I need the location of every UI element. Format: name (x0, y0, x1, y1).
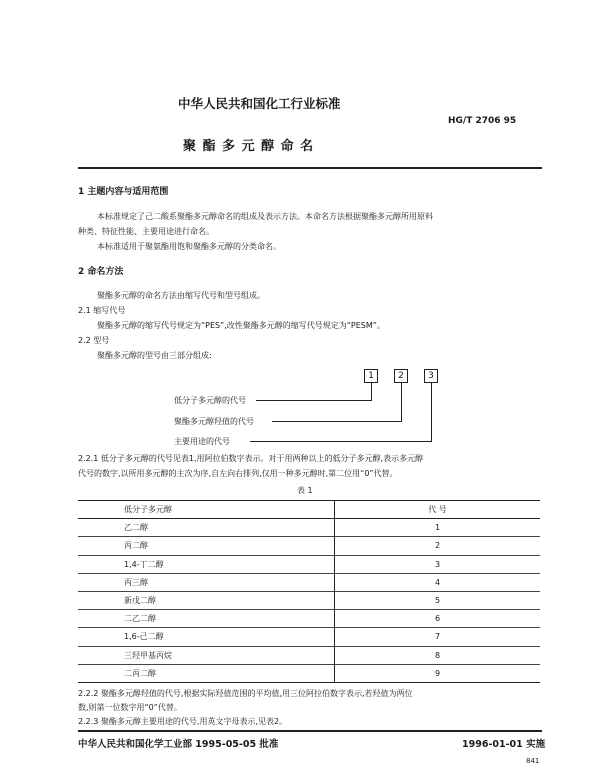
diagram-box-3: 3 (424, 369, 438, 383)
connector-2-vertical (401, 383, 402, 421)
org-title: 中华人民共和国化工行业标准 (178, 96, 341, 111)
table-row (78, 610, 540, 628)
table-cell-polyol: 丙三醇 (124, 577, 148, 587)
table-cell-code: 6 (335, 610, 541, 628)
page-number: 841 (526, 757, 540, 765)
table-cell-polyol: 1,6-己二醇 (124, 632, 164, 642)
section-1-para-1-line-2: 种类、特征性能、主要用途进行命名。 (78, 227, 214, 236)
table-row (78, 664, 540, 682)
table-row (78, 573, 540, 591)
section-2-2-1-line-1: 2.2.1 低分子多元醇的代号见表1,用阿拉伯数字表示。对于用两种以上的低分子多元醇,表示多元醇 (78, 454, 424, 463)
table-header-polyol: 低分子多元醇 (124, 505, 172, 515)
table-cell-polyol: 二乙二醇 (124, 614, 156, 624)
diagram-label-1: 低分子多元醇的代号 (174, 396, 246, 405)
section-2-2-text: 聚酯多元醇的型号由三部分组成: (97, 351, 212, 360)
section-2-2-2-line-1: 2.2.2 聚酯多元醇羟值的代号,根据实际羟值范围的平均值,用三位阿拉伯数字表示,若羟值为两位 (78, 689, 413, 698)
table-row (78, 537, 540, 555)
section-1-heading: 1 主题内容与适用范围 (78, 187, 169, 197)
table-row (78, 519, 540, 537)
implementation-date: 1996-01-01 实施 (462, 739, 546, 750)
document-title: 聚 酯 多 元 醇 命 名 (183, 139, 315, 154)
section-2-2-2-line-2: 数,则第一位数字用“0”代替。 (78, 703, 182, 712)
table-cell-code: 5 (335, 591, 541, 609)
table-cell-polyol: 二丙二醇 (124, 668, 156, 678)
diagram-label-2: 聚酯多元醇羟值的代号 (174, 417, 254, 426)
table-row (78, 555, 540, 573)
connector-3-horizontal (250, 441, 432, 442)
table-1 (78, 500, 540, 683)
section-1-para-1-line-1: 本标准规定了己二酸系聚酯多元醇命名的组成及表示方法。本命名方法根据聚酯多元醇所用原料 (97, 212, 433, 221)
table-cell-code: 7 (335, 628, 541, 646)
table-header-row (78, 501, 540, 519)
table-cell-code: 9 (335, 664, 541, 682)
table-row (78, 628, 540, 646)
diagram-label-3: 主要用途的代号 (174, 437, 230, 446)
approval-line: 中华人民共和国化学工业部 1995-05-05 批准 (78, 739, 279, 750)
connector-1-vertical (371, 383, 372, 400)
diagram-box-1: 1 (364, 369, 378, 383)
connector-3-vertical (431, 383, 432, 441)
section-2-2-3: 2.2.3 聚酯多元醇主要用途的代号,用英文字母表示,见表2。 (78, 717, 288, 726)
table-cell-code: 2 (335, 537, 541, 555)
table-cell-polyol: 乙二醇 (124, 523, 148, 533)
table-row (78, 646, 540, 664)
section-1-para-2: 本标准适用于聚氨酯用饱和聚酯多元醇的分类命名。 (97, 242, 281, 251)
connector-2-horizontal (272, 421, 402, 422)
table-cell-code: 3 (335, 555, 541, 573)
table-cell-polyol: 三羟甲基丙烷 (124, 650, 172, 660)
table-cell-code: 4 (335, 573, 541, 591)
section-2-intro: 聚酯多元醇的命名方法由缩写代号和型号组成。 (97, 291, 265, 300)
section-2-heading: 2 命名方法 (78, 267, 124, 277)
table-cell-polyol: 1,4-丁二醇 (124, 559, 164, 569)
diagram-box-2: 2 (394, 369, 408, 383)
section-2-2-1-line-2: 代号的数字,以所用多元醇的主次为序,自左向右排列,仅用一种多元醇时,第二位用“0”代替。 (78, 469, 398, 478)
standard-code: HG/T 2706 95 (448, 116, 517, 126)
section-2-2-heading: 2.2 型号 (78, 336, 110, 345)
table-cell-polyol: 新戊二醇 (124, 596, 156, 606)
table-cell-code: 1 (335, 519, 541, 537)
footer-rule (78, 730, 542, 732)
table-cell-code: 8 (335, 646, 541, 664)
table-row (78, 591, 540, 609)
table-1-caption: 表 1 (297, 486, 313, 495)
connector-1-horizontal (256, 400, 372, 401)
table-cell-polyol: 丙二醇 (124, 541, 148, 551)
table-header-code: 代 号 (335, 501, 541, 519)
section-2-1-text: 聚酯多元醇的缩写代号规定为“PES”,改性聚酯多元醇的缩写代号规定为“PESM”。 (97, 321, 385, 330)
header-rule (78, 167, 542, 169)
section-2-1-heading: 2.1 缩写代号 (78, 306, 126, 315)
